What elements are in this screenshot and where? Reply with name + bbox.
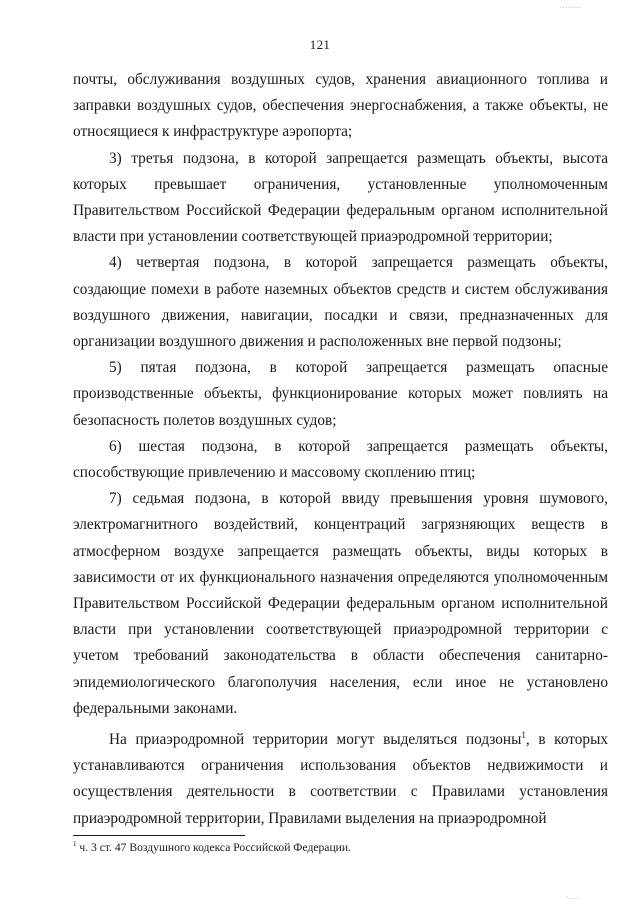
footnote-separator (73, 835, 245, 836)
footnote-reference[interactable]: 1 (521, 729, 526, 740)
paragraph-subzone-3: 3) третья подзона, в которой запрещается размещать объекты, высота которых превышает ограничения, установленные уполномоченным Правительством Российской Федерации федеральным органом исполнительной власти при установлении соответствующей приаэродромной территории; (73, 149, 608, 246)
footnote-text: ч. 3 ст. 47 Воздушного кодекса Российской Федерации. (76, 841, 351, 854)
paragraph-continuation: почты, обслуживания воздушных судов, хранения авиационного топлива и заправки воздушных судов, обеспечения энергоснабжения, а также объекты, не относящиеся к инфраструктуре аэропорта; (73, 71, 608, 141)
footnote-mark: 1 (73, 840, 77, 849)
scan-corner-mark-bottom: ·.... (566, 893, 581, 901)
scan-corner-mark-top: ........ (560, 2, 582, 10)
paragraph-text-end: , в которых устанавливаются ограничения использования объектов недвижимости и осуществления деятельности в соответствии с Правилами установления приаэродромной территории, Правилами выделения на приаэродромной (73, 731, 608, 827)
page-number: 121 (309, 37, 331, 52)
paragraph-subzone-5: 5) пятая подзона, в которой запрещается размещать опасные производственные объекты, функционирование которых может повлиять на безопасность полетов воздушных судов; (73, 359, 608, 429)
paragraph-subzone-7: 7) седьмая подзона, в которой ввиду превышения уровня шумового, электромагнитного воздействий, концентраций загрязняющих веществ в атмосферном воздухе запрещается размещать объекты, виды которых в зависимости от их функционального назначения определяются уполномоченным Правительством Российской Федерации федеральным органом исполнительной власти при установлении соответствующей приаэродромной территории с учетом требований законодательства в области обеспечения санитарно-эпидемиологического благополучия населения, если иное не установлено федеральными законами. (73, 490, 608, 717)
paragraph-text-start: На приаэродромной территории могут выделяться подзоны (109, 731, 522, 749)
document-body (73, 67, 608, 832)
paragraph-subzone-4: 4) четвертая подзона, в которой запрещается размещать объекты, создающие помехи в работе наземных объектов средств и систем обслуживания воздушного движения, навигации, посадки и связи, предназначенных для организации воздушного движения и расположенных вне первой подзоны; (73, 254, 608, 351)
paragraph-subzones-intro (73, 727, 608, 832)
footnote (73, 840, 603, 856)
paragraph-subzone-6: 6) шестая подзона, в которой запрещается размещать объекты, способствующие привлечению и массовому скоплению птиц; (73, 437, 608, 482)
